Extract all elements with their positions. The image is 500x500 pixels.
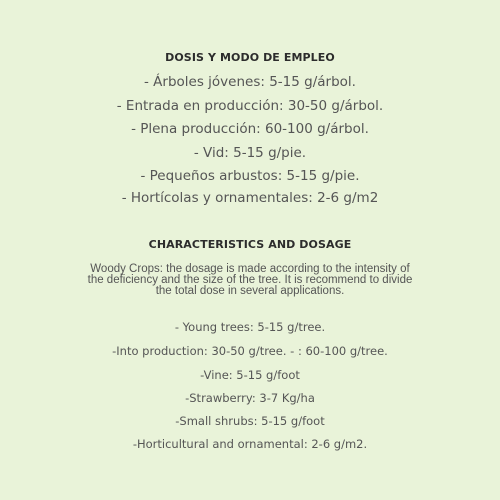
english-dosage-line: -Into production: 30-50 g/tree. - : 60-100 g/tree. — [112, 344, 388, 358]
spanish-dosage-line: - Plena producción: 60-100 g/árbol. — [131, 121, 369, 137]
english-dosage-line: -Strawberry: 3-7 Kg/ha — [185, 391, 315, 405]
english-dosage-line: - Young trees: 5-15 g/tree. — [174, 320, 326, 334]
spanish-dosage-line: - Vid: 5-15 g/pie. — [193, 145, 307, 161]
english-heading: CHARACTERISTICS AND DOSAGE — [148, 238, 352, 251]
spanish-dosage-line: - Pequeños arbustos: 5-15 g/pie. — [140, 168, 360, 184]
spanish-dosage-line: - Entrada en producción: 30-50 g/árbol. — [116, 98, 384, 114]
english-dosage-line: -Vine: 5-15 g/foot — [200, 368, 300, 382]
english-dosage-line: -Small shrubs: 5-15 g/foot — [175, 414, 325, 428]
spanish-dosage-line: - Hortícolas y ornamentales: 2-6 g/m2 — [121, 190, 379, 206]
spanish-heading: DOSIS Y MODO DE EMPLEO — [165, 51, 335, 64]
english-dosage-line: -Horticultural and ornamental: 2-6 g/m2. — [132, 437, 368, 451]
spanish-dosage-line: - Árboles jóvenes: 5-15 g/árbol. — [144, 74, 356, 90]
english-intro-paragraph: Woody Crops: the dosage is made according to the intensity of the deficiency and the size of the tree. It is recommend to divide the total dose in several applications. — [87, 263, 413, 297]
